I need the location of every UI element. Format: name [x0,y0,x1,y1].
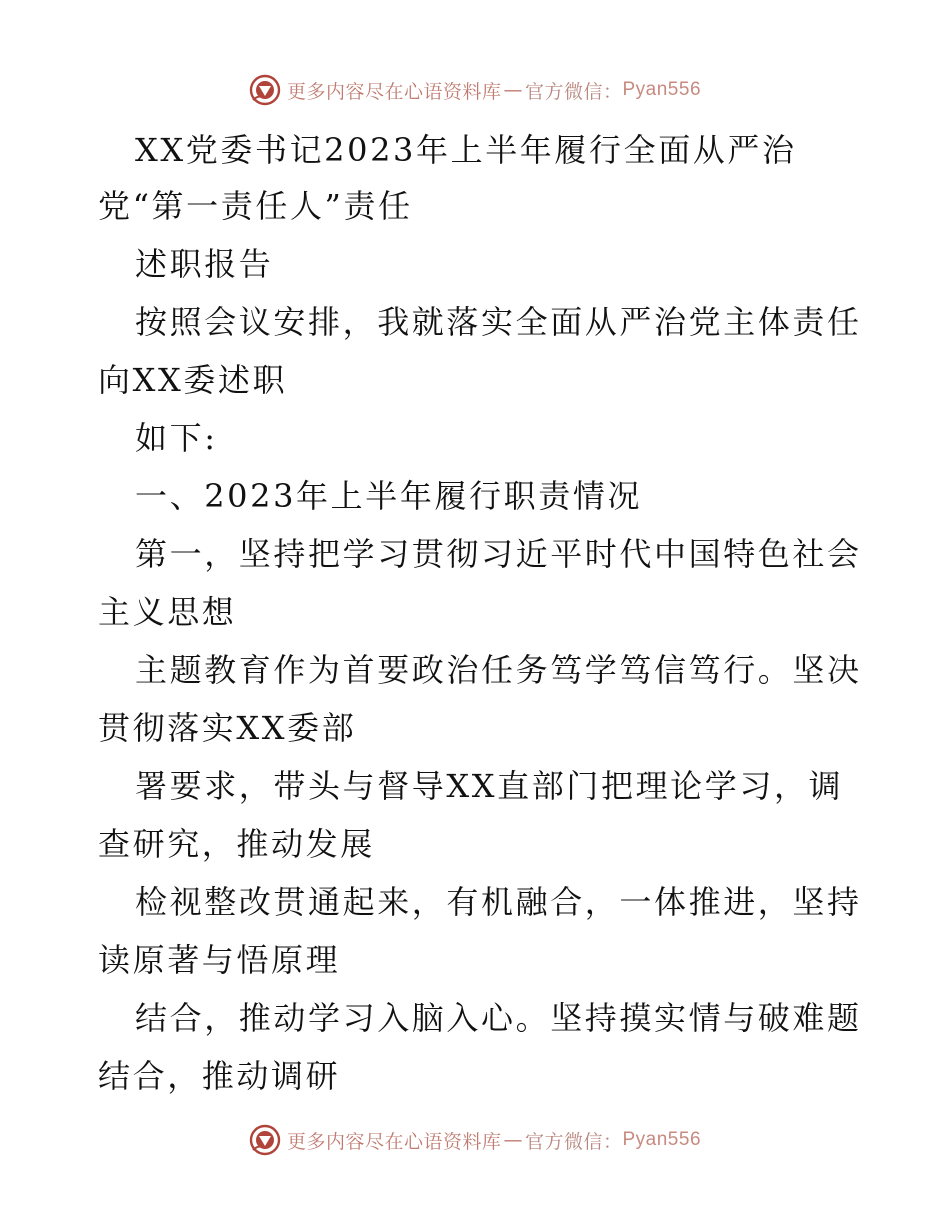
paragraph-line: 贯彻落实XX委部 [98,709,357,747]
logo-icon [249,74,281,106]
footer-watermark [0,1120,950,1160]
paragraph-line: 结合，推动调研 [98,1057,341,1095]
title-line-1: XX党委书记2023年上半年履行全面从严治 [135,131,797,169]
watermark-text: 更多内容尽在心语资料库 [286,80,502,103]
watermark-label: 官方微信： [524,80,623,103]
paragraph-line: 读原著与悟原理 [98,941,341,979]
watermark-wechat-id: Pyan556 [622,79,702,100]
watermark-wechat-id: Pyan556 [622,1129,702,1150]
paragraph-line: 主义思想 [98,593,237,631]
logo-icon [249,1124,281,1156]
watermark-separator: — [503,1129,523,1151]
paragraph-line: 检视整改贯通起来，有机融合，一体推进，坚持 [135,883,862,921]
title-line-2: 党“第一责任人”责任 [98,187,413,225]
paragraph-line: 向XX委述职 [98,361,288,399]
paragraph-line: 按照会议安排，我就落实全面从严治党主体责任 [135,303,862,341]
paragraph-line: 结合，推动学习入脑入心。坚持摸实情与破难题 [135,999,862,1037]
paragraph-line: 第一，坚持把学习贯彻习近平时代中国特色社会 [135,535,862,573]
paragraph-line: 查研究，推动发展 [98,825,375,863]
paragraph-line: 如下: [135,419,218,457]
header-watermark [0,70,950,110]
watermark-label: 官方微信： [524,1130,623,1153]
watermark-separator: — [503,79,523,101]
watermark-text: 更多内容尽在心语资料库 [286,1130,502,1153]
paragraph-line: 署要求，带头与督导XX直部门把理论学习，调 [135,767,844,805]
section-heading: 一、2023年上半年履行职责情况 [135,477,643,515]
paragraph-line: 主题教育作为首要政治任务笃学笃信笃行。坚决 [135,651,862,689]
subtitle-line: 述职报告 [135,245,274,283]
